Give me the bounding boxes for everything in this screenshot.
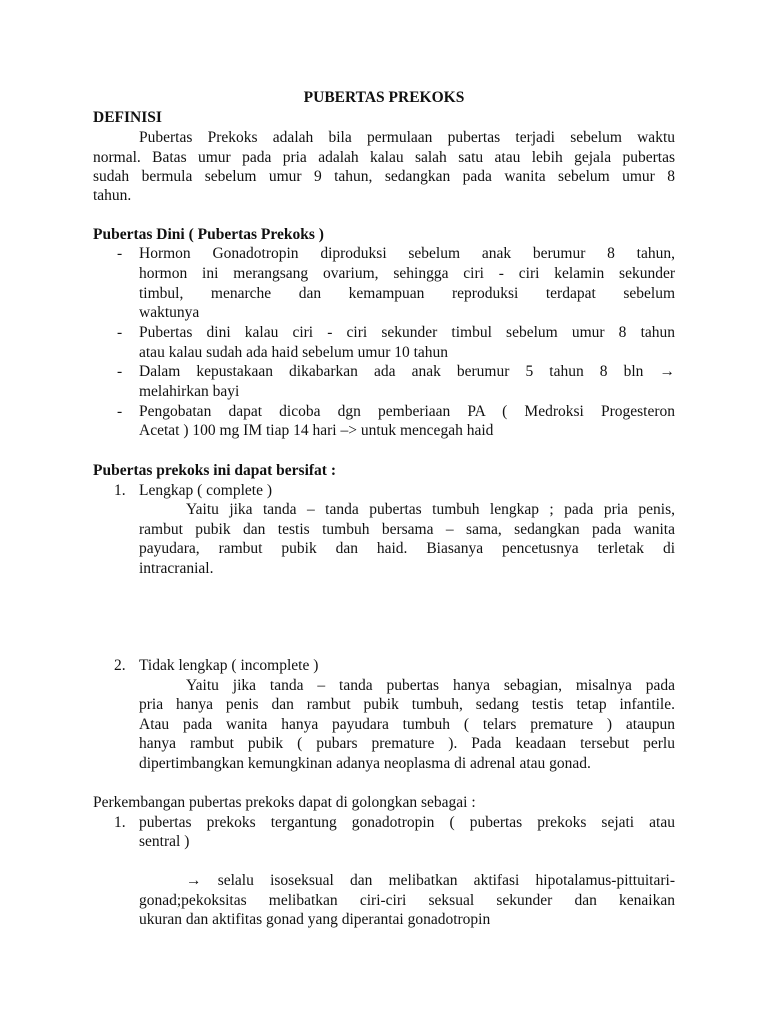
sifat-item-line: intracranial.	[139, 560, 214, 577]
definisi-line: normal. Batas umur pada pria adalah kalau salah satu atau lebih gejala pubertas	[93, 149, 675, 166]
perkembangan-detail-line: gonad;pekoksitas melibatkan ciri-ciri seksual sekunder dan kenaikan	[139, 892, 675, 909]
perkembangan-detail-line: ukuran dan aktifitas gonad yang diperantai gonadotropin	[139, 911, 491, 928]
definisi-line: sudah bermula sebelum umur 9 tahun, sedangkan pada wanita sebelum umur 8	[93, 168, 675, 185]
dini-item-line: Dalam kepustakaan dikabarkan ada anak berumur 5 tahun 8 bln →	[139, 363, 675, 380]
sifat-item-line: Yaitu jika tanda – tanda pubertas tumbuh lengkap ; pada pria penis,	[186, 501, 675, 518]
dini-heading: Pubertas Dini ( Pubertas Prekoks )	[93, 226, 324, 243]
definisi-heading: DEFINISI	[93, 109, 162, 126]
dini-item-line: Hormon Gonadotropin diproduksi sebelum anak berumur 8 tahun,	[139, 245, 675, 262]
sifat-item-line: pria hanya penis dan rambut pubik tumbuh, sedang testis tetap infantile.	[139, 696, 675, 713]
bullet-marker: -	[117, 403, 123, 420]
bullet-marker: -	[117, 324, 123, 341]
sifat-heading: Pubertas prekoks ini dapat bersifat :	[93, 462, 336, 479]
perkembangan-item-line: sentral )	[139, 833, 190, 850]
list-number: 2.	[114, 657, 126, 674]
sifat-item-line: Atau pada wanita hanya payudara tumbuh ( telars premature ) ataupun	[139, 716, 675, 733]
list-number: 1.	[114, 482, 126, 499]
sifat-item-line: hanya rambut pubik ( pubars premature ). Pada keadaan tersebut perlu	[139, 735, 675, 752]
dini-item-line: waktunya	[139, 304, 200, 321]
bullet-marker: -	[117, 245, 123, 262]
dini-item-line: hormon ini merangsang ovarium, sehingga ciri - ciri kelamin sekunder	[139, 265, 675, 282]
list-number: 1.	[114, 814, 126, 831]
perkembangan-heading: Perkembangan pubertas prekoks dapat di golongkan sebagai :	[93, 794, 476, 811]
sifat-item-line: rambut pubik dan testis tumbuh bersama – sama, sedangkan pada wanita	[139, 521, 675, 538]
dini-item-line: Pengobatan dapat dicoba dgn pemberiaan PA ( Medroksi Progesteron	[139, 403, 675, 420]
sifat-item-title: Tidak lengkap ( incomplete )	[139, 657, 319, 674]
dini-item-line: melahirkan bayi	[139, 383, 240, 400]
perkembangan-detail-line: → selalu isoseksual dan melibatkan aktifasi hipotalamus-pittuitari-	[186, 872, 675, 889]
page-title: PUBERTAS PREKOKS	[303, 89, 465, 106]
definisi-line: tahun.	[93, 187, 132, 204]
sifat-item-line: dipertimbangkan kemungkinan adanya neoplasma di adrenal atau gonad.	[139, 755, 591, 772]
sifat-item-line: Yaitu jika tanda – tanda pubertas hanya sebagian, misalnya pada	[186, 677, 675, 694]
perkembangan-item-line: pubertas prekoks tergantung gonadotropin ( pubertas prekoks sejati atau	[139, 814, 675, 831]
dini-item-line: timbul, menarche dan kemampuan reproduksi terdapat sebelum	[139, 285, 675, 302]
bullet-marker: -	[117, 363, 123, 380]
dini-item-line: Acetat ) 100 mg IM tiap 14 hari –> untuk mencegah haid	[139, 422, 494, 439]
dini-item-line: Pubertas dini kalau ciri - ciri sekunder timbul sebelum umur 8 tahun	[139, 324, 675, 341]
sifat-item-line: payudara, rambut pubik dan haid. Biasanya pencetusnya terletak di	[139, 540, 675, 557]
sifat-item-title: Lengkap ( complete )	[139, 482, 272, 499]
dini-item-line: atau kalau sudah ada haid sebelum umur 10 tahun	[139, 344, 449, 361]
definisi-line: Pubertas Prekoks adalah bila permulaan pubertas terjadi sebelum waktu	[139, 129, 675, 146]
